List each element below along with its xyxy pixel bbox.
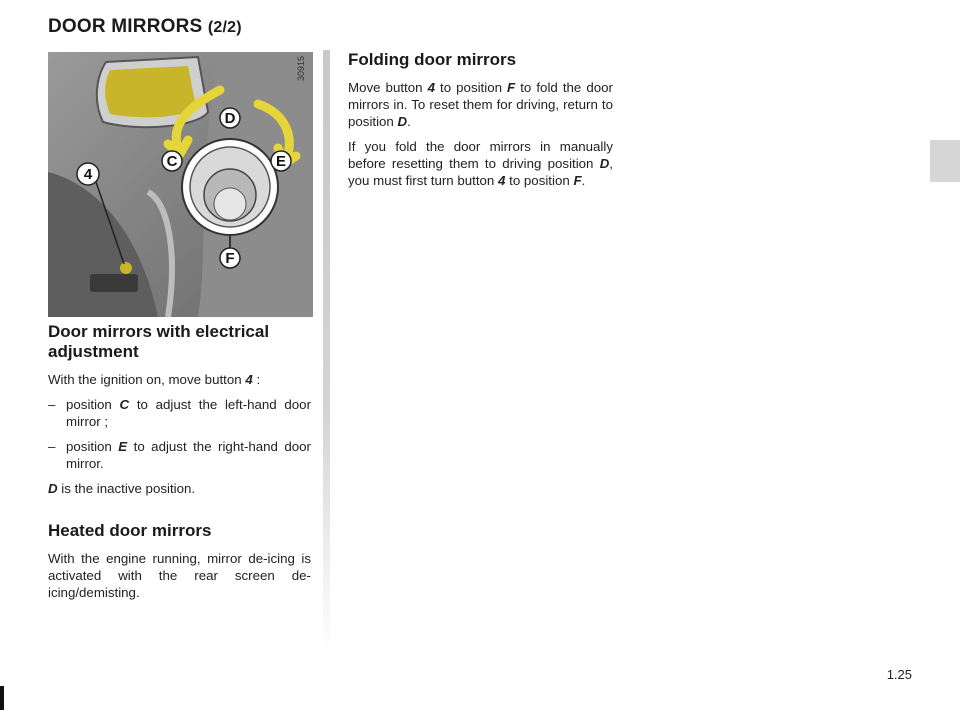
label-f [220, 248, 240, 268]
folding-paragraph-1: Move button 4 to position F to fold the door mirrors in. To reset them for driving, return to position D. [348, 80, 613, 129]
label-d [220, 108, 240, 128]
folding-paragraph-2: If you fold the door mirrors in manually before resetting them to driving position D, you must first turn button 4 to position F. [348, 139, 613, 188]
list-item: – position E to adjust the right-hand door mirror. [48, 439, 311, 471]
figure-reference-number: 30915 [296, 56, 306, 82]
folding-heading: Folding door mirrors [348, 50, 517, 69]
page-title [48, 16, 242, 38]
heated-text: With the engine running, mirror de-icing is activated with the rear screen de-icing/demisting. [48, 551, 311, 600]
electrical-heading: Door mirrors with electrical adjustment [48, 322, 270, 361]
list-item: – position C to adjust the left-hand door mirror ; [48, 397, 312, 429]
left-column [48, 322, 311, 609]
heated-heading: Heated door mirrors [48, 521, 212, 540]
inactive-position-note: D is the inactive position. [48, 481, 196, 496]
page-number: 1.25 [886, 667, 912, 682]
label-e [271, 151, 291, 171]
page-title-text: DOOR MIRRORS [48, 16, 203, 37]
svg-text:E: E [275, 153, 287, 170]
svg-text:D: D [224, 110, 236, 127]
electrical-intro: With the ignition on, move button 4 : [48, 372, 261, 387]
section-tab [930, 140, 960, 182]
svg-text:C: C [166, 153, 178, 170]
column-divider [323, 50, 330, 650]
mirror-glass [105, 66, 196, 117]
right-column [348, 50, 613, 197]
label-4 [77, 163, 99, 185]
door-mirror-illustration [48, 52, 313, 317]
svg-text:4: 4 [83, 166, 93, 183]
corner-mark [0, 686, 4, 710]
label-c [162, 151, 182, 171]
svg-text:F: F [225, 250, 235, 267]
page-title-part: (2/2) [207, 19, 242, 36]
